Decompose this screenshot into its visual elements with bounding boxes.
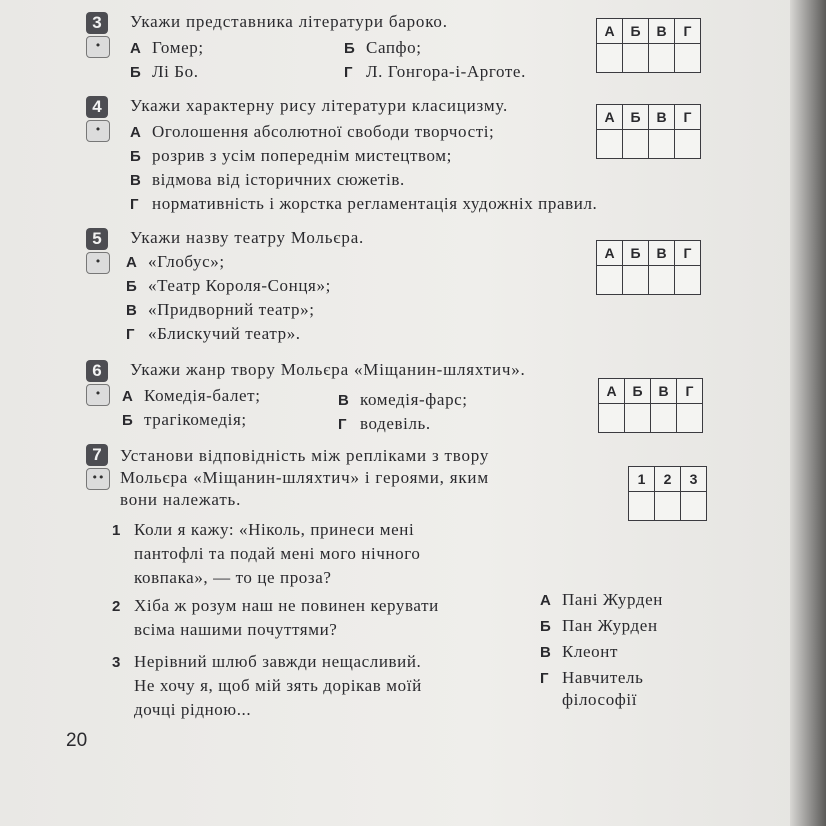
difficulty-marker: • <box>86 252 110 274</box>
answer-cell[interactable] <box>681 492 707 521</box>
option-a[interactable]: А Гомер; <box>130 38 204 57</box>
grid-header-v: В <box>649 105 675 130</box>
grid-header-b: Б <box>623 241 649 266</box>
answer-cell[interactable] <box>649 130 675 159</box>
answer-cell[interactable] <box>599 404 625 433</box>
task-question: Укажи назву театру Мольєра. <box>130 228 365 247</box>
workbook-page: 3 • Укажи представника літератури бароко. А Гомер; Б Сапфо; Б Лі Бо. Г Л. Гонгора-і-Арготе. А Б В Г 4 • Укажи характерну рису літератури класицизму. А Оголошення абсолютної свободи творчості; Б розрив з усім попереднім мистецтвом; В відмова від історичних сюжетів. Г нормативність і жорстка регламентація художніх правил. А Б В Г 5 • Укажи назву театру Мольєра. А «Глобус»; Б «Театр Короля-Сонця»; В «Придворний театр»; Г «Блискучий театр». А Б В Г 6 • Укажи жанр твору Мольєра «Міщанин-шляхтич». А Комедія-балет; В комедія-фарс; Б трагікомедія; Г водевіль. А Б В Г 7 •• Установи відповідність між репліками з твору Мольєра «Міщанин-шляхтич» і героями, яким вони належать. 1 Коли я кажу: «Ніколь, принеси мені пантофлі та подай мені мого нічного ковпака», — то це проза? 2 Хіба ж розум наш не повинен керувати всіма нашими почуттями? 3 Нерівний шлюб завжди нещасливий. Не хочу я, щоб мій зять дорікав моїй дочці рідною... А Пані Журден Б Пан Журден В Клеонт Г Навчитель філософії 1 2 3 20 <box>0 0 800 826</box>
grid-header-3: 3 <box>681 467 707 492</box>
answer-cell[interactable] <box>629 492 655 521</box>
option-d[interactable]: Г нормативність і жорстка регламентація художніх правил. <box>130 194 598 213</box>
answer-cell[interactable] <box>597 266 623 295</box>
answer-cell[interactable] <box>623 44 649 73</box>
grid-header-v: В <box>649 241 675 266</box>
difficulty-marker: • <box>86 384 110 406</box>
option-a[interactable]: А «Глобус»; <box>126 252 225 271</box>
task-number: 4 <box>86 96 108 118</box>
grid-header-a: А <box>597 241 623 266</box>
grid-header-g: Г <box>675 241 701 266</box>
option-c[interactable]: В комедія-фарс; <box>338 390 468 409</box>
answer-cell[interactable] <box>597 44 623 73</box>
answer-cell[interactable] <box>675 130 701 159</box>
option-b[interactable]: Б трагікомедія; <box>122 410 247 429</box>
character-d-line-2: філософії <box>562 690 638 709</box>
option-a[interactable]: А Оголошення абсолютної свободи творчості; <box>130 122 495 141</box>
option-d[interactable]: Г Л. Гонгора-і-Арготе. <box>344 62 526 81</box>
answer-cell[interactable] <box>597 130 623 159</box>
character-c[interactable]: В Клеонт <box>540 642 618 661</box>
answer-cell[interactable] <box>675 44 701 73</box>
grid-header-b: Б <box>623 19 649 44</box>
answer-cell[interactable] <box>677 404 703 433</box>
grid-header-g: Г <box>675 105 701 130</box>
task-number: 3 <box>86 12 108 34</box>
grid-header-v: В <box>649 19 675 44</box>
page-edge-shadow <box>790 0 826 826</box>
answer-cell[interactable] <box>623 266 649 295</box>
answer-grid-task-5 <box>596 240 701 295</box>
task-number: 7 <box>86 444 108 466</box>
option-b[interactable]: Б Сапфо; <box>344 38 422 57</box>
answer-grid-task-7 <box>628 466 707 521</box>
answer-cell[interactable] <box>649 44 675 73</box>
difficulty-marker: • <box>86 120 110 142</box>
task-number: 6 <box>86 360 108 382</box>
answer-cell[interactable] <box>655 492 681 521</box>
answer-cell[interactable] <box>623 130 649 159</box>
answer-cell[interactable] <box>651 404 677 433</box>
answer-grid-task-3 <box>596 18 701 73</box>
grid-header-a: А <box>597 19 623 44</box>
option-d[interactable]: Г водевіль. <box>338 414 431 433</box>
task-question: Укажи жанр твору Мольєра «Міщанин-шляхтич». <box>130 360 526 379</box>
grid-header-a: А <box>599 379 625 404</box>
character-a[interactable]: А Пані Журден <box>540 590 663 609</box>
task-question: Укажи характерну рису літератури класицизму. <box>130 96 509 115</box>
grid-header-2: 2 <box>655 467 681 492</box>
grid-header-a: А <box>597 105 623 130</box>
grid-header-b: Б <box>625 379 651 404</box>
character-d[interactable]: Г Навчитель <box>540 668 644 687</box>
task-number: 5 <box>86 228 108 250</box>
option-b[interactable]: Б «Театр Короля-Сонця»; <box>126 276 331 295</box>
option-c[interactable]: Б Лі Бо. <box>130 62 199 81</box>
page-number: 20 <box>66 730 88 751</box>
difficulty-marker: • <box>86 36 110 58</box>
answer-cell[interactable] <box>625 404 651 433</box>
grid-header-b: Б <box>623 105 649 130</box>
answer-cell[interactable] <box>675 266 701 295</box>
character-b[interactable]: Б Пан Журден <box>540 616 658 635</box>
task-question-line-3: вони належать. <box>120 490 242 509</box>
option-c[interactable]: В «Придворний театр»; <box>126 300 315 319</box>
grid-header-g: Г <box>675 19 701 44</box>
answer-grid-task-6 <box>598 378 703 433</box>
option-a[interactable]: А Комедія-балет; <box>122 386 261 405</box>
answer-grid-task-4 <box>596 104 701 159</box>
task-question-line-2: Мольєра «Міщанин-шляхтич» і героями, яким <box>120 468 489 487</box>
grid-header-g: Г <box>677 379 703 404</box>
difficulty-marker: •• <box>86 468 110 490</box>
grid-header-1: 1 <box>629 467 655 492</box>
option-b[interactable]: Б розрив з усім попереднім мистецтвом; <box>130 146 452 165</box>
answer-cell[interactable] <box>649 266 675 295</box>
task-question: Укажи представника літератури бароко. <box>130 12 448 31</box>
option-c[interactable]: В відмова від історичних сюжетів. <box>130 170 405 189</box>
grid-header-v: В <box>651 379 677 404</box>
option-d[interactable]: Г «Блискучий театр». <box>126 324 301 343</box>
task-question-line-1: Установи відповідність між репліками з твору <box>120 446 490 465</box>
